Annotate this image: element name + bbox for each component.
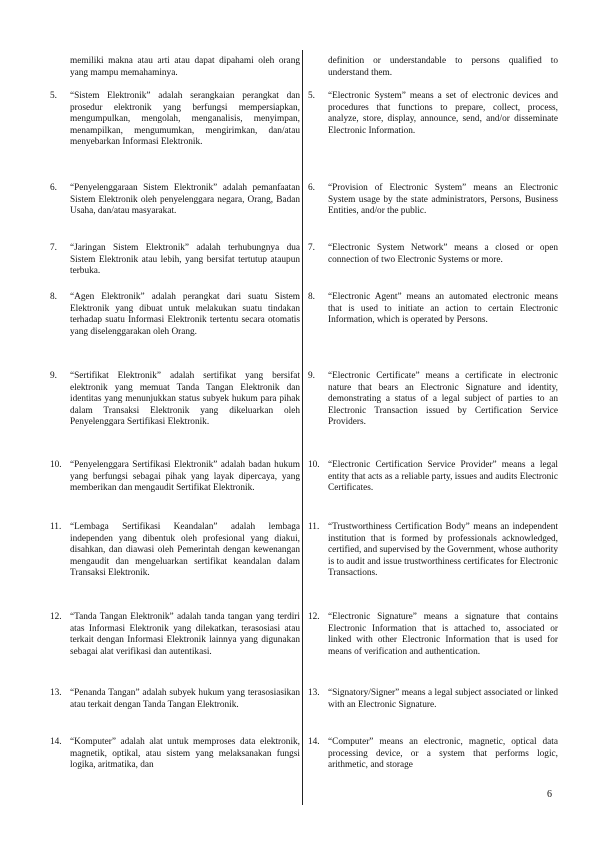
item-text: “Electronic Agent” means an automated electronic means that is used to initiate an action to certain Electronic Information, which is operated by Persons.	[328, 292, 558, 326]
definition-item	[50, 292, 300, 338]
item-text: “Sistem Elektronik” adalah serangkaian perangkat dan prosedur elektronik yang berfungsi mempersiapkan, mengumpulkan, mengolah, menganalisis, menyimpan, menampilkan, mengumumkan, mengirimkan, dan/atau menyebarkan Informasi Elektronik.	[70, 91, 300, 148]
item-number: 9.	[308, 371, 315, 381]
item-text: “Lembaga Sertifikasi Keandalan” adalah lembaga independen yang dibentuk oleh profesional yang diakui, disahkan, dan diawasi oleh Pemerintah dengan kewenangan mengaudit dan mengeluarkan sertifikat keandalan dalam Transaksi Elektronik.	[70, 522, 300, 579]
item-number: 6.	[50, 183, 57, 193]
item-text: “Sertifikat Elektronik” adalah sertifikat yang bersifat elektronik yang memuat Tanda Tangan Elektronik dan identitas yang menunjukkan status subyek hukum para pihak dalam Transaksi Elektronik yang dikeluarkan oleh Penyelenggara Sertifikasi Elektronik.	[70, 371, 300, 428]
definition-item	[308, 91, 558, 137]
item-number: 10.	[50, 460, 62, 470]
item-number: 10.	[308, 460, 320, 470]
definition-item	[308, 371, 558, 429]
item-text: “Electronic System Network” means a closed or open connection of two Electronic Systems or more.	[328, 243, 558, 265]
item-text: “Trustworthiness Certification Body” means an independent institution that is formed by professionals acknowledged, certified, and supervised by the Government, whose authority is to audit and issue trustworthiness certificates for Electronic Transactions.	[328, 522, 558, 579]
continuation-paragraph	[50, 56, 300, 79]
item-text: “Agen Elektronik” adalah perangkat dari suatu Sistem Elektronik yang dibuat untuk melakukan suatu tindakan terhadap suatu Informasi Elektronik tertentu secara otomatis yang diselenggarakan oleh Orang.	[70, 292, 300, 337]
definition-item	[308, 460, 558, 495]
definition-item	[50, 183, 300, 218]
definition-item	[50, 371, 300, 429]
item-text: “Penyelenggara Sertifikasi Elektronik” adalah badan hukum yang berfungsi sebagai pihak yang layak dipercaya, yang memberikan dan mengaudit Sertifikat Elektronik.	[70, 460, 300, 494]
item-number: 8.	[308, 292, 315, 302]
definition-item	[50, 460, 300, 495]
column-divider	[302, 50, 303, 805]
definition-item	[50, 612, 300, 658]
definition-item	[308, 243, 558, 266]
item-number: 6.	[308, 183, 315, 193]
item-text: “Electronic Certification Service Provider” means a legal entity that acts as a reliable party, issues and audits Electronic Certificates.	[328, 460, 558, 494]
item-text: “Computer” means an electronic, magnetic, optical data processing device, or a system that performs logic, arithmetic, and storage	[328, 737, 558, 771]
item-number: 7.	[50, 243, 57, 253]
item-text: “Electronic System” means a set of electronic devices and procedures that functions to prepare, collect, process, analyze, store, display, announce, send, and/or disseminate Electronic Information.	[328, 91, 558, 136]
item-text: “Provision of Electronic System” means an Electronic System usage by the state administrators, Persons, Business Entities, and/or the public.	[328, 183, 558, 217]
definition-item	[308, 737, 558, 772]
item-number: 13.	[50, 688, 62, 698]
item-text: “Penyelenggaraan Sistem Elektronik” adalah pemanfaatan Sistem Elektronik oleh penyelenggara negara, Orang, Badan Usaha, dan/atau masyarakat.	[70, 183, 300, 217]
definition-item	[50, 243, 300, 278]
definition-item	[50, 688, 300, 711]
item-number: 5.	[50, 91, 57, 101]
definition-item	[308, 688, 558, 711]
item-number: 5.	[308, 91, 315, 101]
item-number: 8.	[50, 292, 57, 302]
item-text: “Electronic Certificate” means a certificate in electronic nature that bears an Electronic Signature and identity, demonstrating a status of a legal subject of parties to an Electronic Transaction issued by Certification Service Providers.	[328, 371, 558, 428]
definition-item	[308, 612, 558, 658]
item-number: 12.	[50, 612, 62, 622]
item-text: “Penanda Tangan” adalah subyek hukum yang terasosiasikan atau terkait dengan Tanda Tangan Elektronik.	[70, 688, 300, 710]
definition-item	[50, 522, 300, 580]
definition-item	[308, 183, 558, 218]
item-number: 14.	[308, 737, 320, 747]
item-number: 12.	[308, 612, 320, 622]
item-text: “Tanda Tangan Elektronik” adalah tanda tangan yang terdiri atas Informasi Elektronik yang dilekatkan, terasosiasi atau terkait dengan Informasi Elektronik lainnya yang digunakan sebagai alat verifikasi dan autentikasi.	[70, 612, 300, 657]
paragraph-text: memiliki makna atau arti atau dapat dipahami oleh orang yang mampu memahaminya.	[70, 56, 300, 78]
item-text: “Signatory/Signer” means a legal subject associated or linked with an Electronic Signature.	[328, 688, 558, 710]
paragraph-text: definition or understandable to persons qualified to understand them.	[328, 56, 558, 78]
continuation-paragraph	[308, 56, 558, 79]
item-number: 14.	[50, 737, 62, 747]
definition-item	[50, 91, 300, 149]
item-number: 9.	[50, 371, 57, 381]
item-text: “Jaringan Sistem Elektronik” adalah terhubungnya dua Sistem Elektronik atau lebih, yang bersifat tertutup ataupun terbuka.	[70, 243, 300, 277]
page-number: 6	[547, 789, 552, 800]
definition-item	[308, 292, 558, 327]
item-number: 13.	[308, 688, 320, 698]
item-number: 11.	[308, 522, 320, 532]
item-number: 7.	[308, 243, 315, 253]
item-number: 11.	[50, 522, 62, 532]
item-text: “Electronic Signature” means a signature that contains Electronic Information that is attached to, associated or linked with other Electronic Information that is used for means of verification and authentication.	[328, 612, 558, 657]
definition-item	[308, 522, 558, 580]
item-text: “Komputer” adalah alat untuk memproses data elektronik, magnetik, optikal, atau sistem yang melaksanakan fungsi logika, aritmatika, dan	[70, 737, 300, 771]
definition-item	[50, 737, 300, 772]
